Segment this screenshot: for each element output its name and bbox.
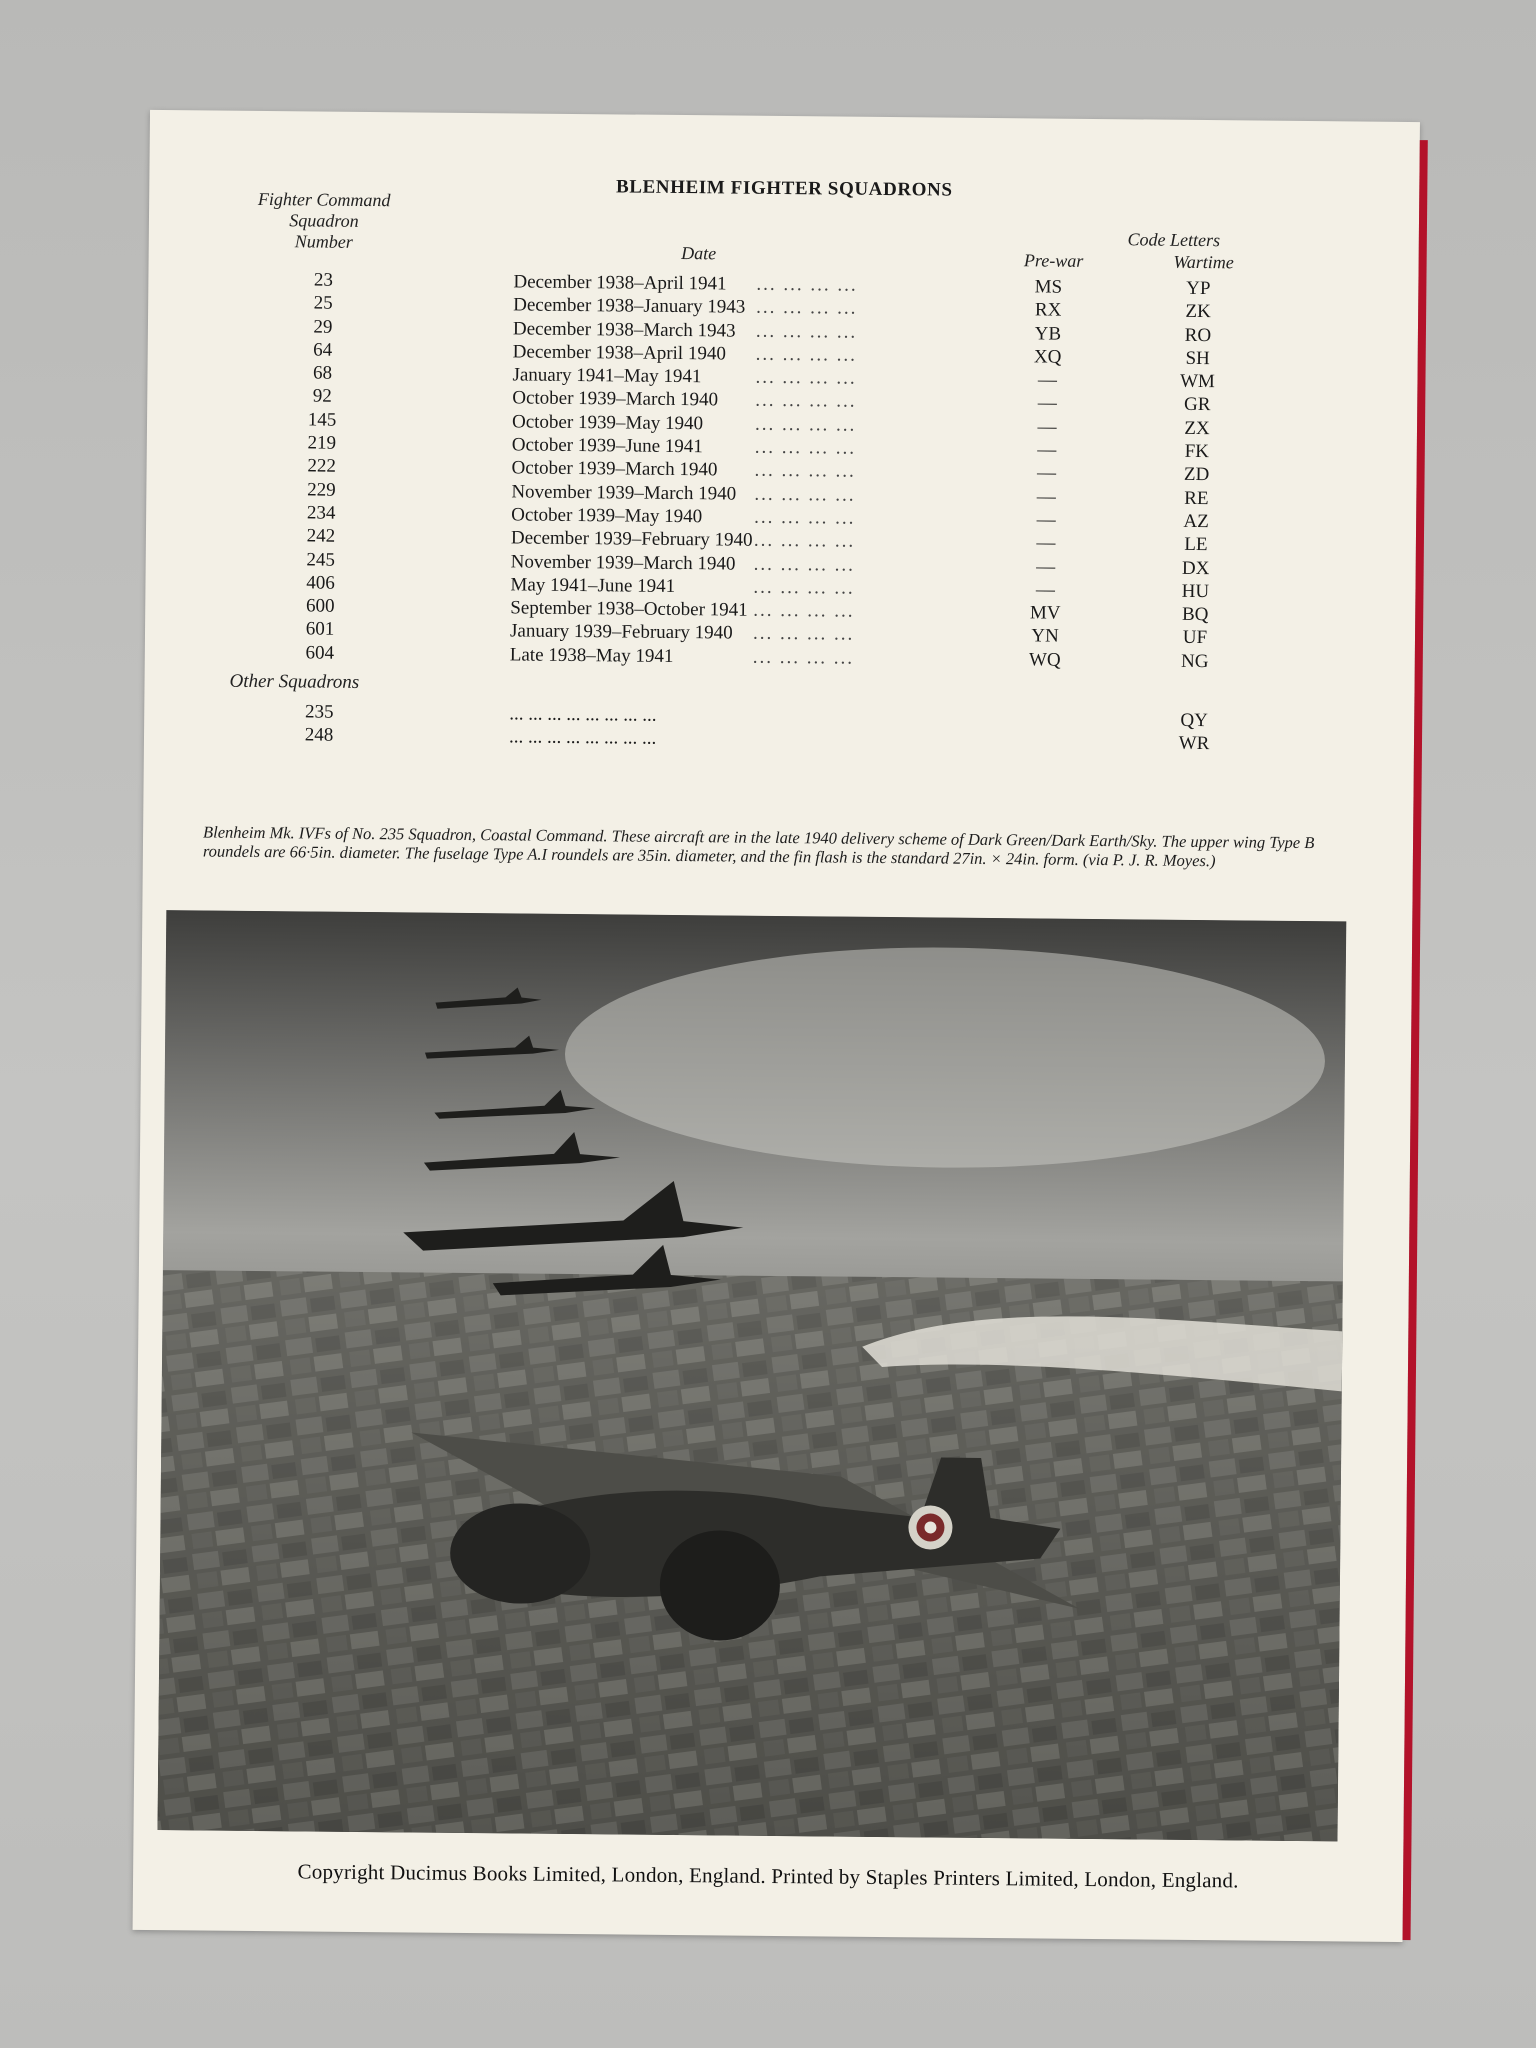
dot-leader: ... ... ... ...: [753, 529, 856, 552]
squadron-number: 406: [306, 572, 335, 594]
pre-war-code: WQ: [1028, 649, 1061, 671]
pre-war-code: —: [1036, 555, 1056, 578]
copyright-footer: Copyright Ducimus Books Limited, London, England. Printed by Staples Printers Limited, London, England.: [297, 1859, 1239, 1893]
squadron-number: 604: [305, 642, 335, 664]
date-header: Date: [681, 243, 717, 264]
wartime-code: HU: [1181, 580, 1210, 602]
dot-leader: ... ... ... ...: [754, 460, 856, 483]
wartime-code: ZK: [1185, 301, 1211, 323]
dot-leader: ... ... ... ...: [755, 343, 858, 366]
red-cover-edge: [1403, 140, 1428, 1940]
squadron-date-range: November 1939–March 1940: [511, 481, 737, 505]
squadron-date-range: December 1938–April 1941: [513, 271, 727, 295]
squadron-number: 229: [307, 479, 336, 501]
wartime-code: LE: [1184, 534, 1208, 556]
pre-war-code: —: [1036, 486, 1056, 508]
pre-war-code: YB: [1034, 323, 1062, 345]
wartime-code: GR: [1183, 394, 1211, 416]
wartime-code: SH: [1185, 347, 1210, 369]
pre-war-code: —: [1036, 532, 1056, 554]
squadron-number: 23: [313, 269, 334, 291]
wartime-code: WM: [1179, 370, 1215, 393]
dot-leader: ... ... ... ...: [756, 273, 858, 296]
code-letters-header: Code Letters: [1127, 229, 1221, 251]
other-squadrons-label: Other Squadrons: [229, 670, 360, 693]
pre-war-code: RX: [1034, 299, 1062, 321]
wartime-code: DX: [1181, 557, 1210, 579]
squadron-number: 601: [305, 618, 335, 641]
header-line: Number: [294, 231, 353, 252]
printed-page: [133, 110, 1420, 1942]
squadron-date-range: October 1939–May 1940: [511, 411, 704, 435]
wartime-code: BQ: [1181, 603, 1209, 626]
squadron-date-range: November 1939–March 1940: [510, 550, 736, 575]
header-line: Squadron: [289, 210, 359, 231]
pre-war-code: XQ: [1033, 346, 1062, 368]
dot-leader: ... ... ... ...: [755, 390, 857, 413]
photo-illustration: [158, 910, 1347, 1841]
dot-leader: ... ... ... ...: [752, 646, 855, 669]
squadron-date-range: December 1938–March 1943: [512, 317, 736, 342]
wartime-code: YP: [1186, 277, 1211, 300]
wartime-code: ZD: [1183, 464, 1210, 486]
squadron-number: 145: [307, 409, 337, 431]
wartime-code: QY: [1180, 709, 1209, 732]
wartime-code: NG: [1180, 650, 1209, 672]
squadron-number: 222: [307, 455, 336, 478]
dot-leader: ... ... ... ... ... ... ... ...: [508, 726, 657, 750]
wartime-header: Wartime: [1173, 251, 1234, 273]
squadron-date-range: October 1939–March 1940: [512, 387, 719, 411]
wartime-code: UF: [1182, 627, 1208, 649]
squadron-date-range: January 1939–February 1940: [509, 620, 733, 644]
squadron-date-range: December 1938–April 1940: [512, 341, 726, 365]
squadron-date-range: Late 1938–May 1941: [509, 644, 674, 667]
pre-war-code: —: [1037, 416, 1057, 438]
wartime-code: WR: [1178, 733, 1210, 755]
pre-war-header: Pre-war: [1023, 250, 1084, 271]
squadron-number: 248: [304, 724, 334, 746]
page-title: BLENHEIM FIGHTER SQUADRONS: [615, 176, 953, 201]
pre-war-code: MS: [1034, 276, 1063, 298]
squadron-number: 68: [312, 362, 333, 384]
pre-war-code: —: [1037, 439, 1057, 461]
header-line: Fighter Command: [257, 188, 391, 211]
squadron-date-range: December 1939–February 1940: [510, 527, 753, 551]
squadron-date-range: January 1941–May 1941: [512, 364, 702, 388]
squadron-date-range: October 1939–May 1940: [511, 504, 703, 528]
squadron-number: 219: [307, 432, 337, 454]
dot-leader: ... ... ... ...: [753, 576, 855, 599]
pre-war-code: —: [1036, 509, 1056, 531]
wartime-code: AZ: [1183, 510, 1209, 533]
squadron-number: 234: [306, 502, 336, 524]
dot-leader: ... ... ... ... ... ... ... ...: [509, 703, 657, 726]
squadron-number: 235: [304, 701, 334, 723]
dot-leader: ... ... ... ...: [755, 320, 858, 343]
wartime-code: RE: [1184, 487, 1209, 509]
dot-leader: ... ... ... ...: [754, 436, 857, 459]
pre-war-code: MV: [1029, 602, 1061, 624]
pre-war-code: —: [1037, 369, 1058, 391]
pre-war-code: —: [1035, 579, 1056, 601]
dot-leader: ... ... ... ...: [753, 599, 855, 622]
squadron-date-range: May 1941–June 1941: [510, 574, 676, 597]
wartime-code: RO: [1184, 324, 1212, 346]
pre-war-code: YN: [1031, 625, 1059, 648]
squadron-number: 600: [305, 595, 335, 617]
dot-leader: ... ... ... ...: [755, 366, 857, 389]
squadron-number: 29: [313, 316, 333, 338]
dot-leader: ... ... ... ...: [754, 413, 857, 436]
squadron-table: [205, 268, 1359, 675]
wartime-code: ZX: [1184, 417, 1210, 439]
dot-leader: ... ... ... ...: [756, 297, 858, 320]
squadron-number: 92: [312, 385, 332, 408]
wartime-code: FK: [1184, 440, 1210, 463]
squadron-number: 25: [313, 292, 333, 314]
pre-war-code: —: [1036, 462, 1057, 484]
other-squadrons-table: [204, 700, 1354, 758]
aircraft-formation-photo: [158, 910, 1347, 1841]
squadron-date-range: October 1939–March 1940: [511, 457, 718, 481]
pre-war-code: —: [1037, 392, 1057, 415]
squadron-number: 242: [306, 525, 336, 547]
dot-leader: ... ... ... ...: [754, 506, 856, 529]
squadron-number: 245: [306, 548, 336, 571]
dot-leader: ... ... ... ...: [753, 553, 856, 576]
squadron-number-header: [249, 189, 400, 253]
dot-leader: ... ... ... ...: [752, 623, 855, 646]
squadron-date-range: October 1939–June 1941: [511, 434, 703, 458]
squadron-date-range: December 1938–January 1943: [513, 294, 746, 318]
photo-caption: Blenheim Mk. IVFs of No. 235 Squadron, Coastal Command. These aircraft are in the late 1940 delivery scheme of Dark Green/Dark Earth/Sky. The upper wing Type B roundels are 66·5in. diameter. The fuselage Type A.I roundels are 35in. diameter, and the fin flash is the standard 27in. × 24in. form. (via P. J. R. Moyes.): [202, 822, 1315, 871]
dot-leader: ... ... ... ...: [754, 483, 856, 506]
squadron-number: 64: [313, 339, 333, 361]
squadron-date-range: September 1938–October 1941: [510, 597, 748, 621]
